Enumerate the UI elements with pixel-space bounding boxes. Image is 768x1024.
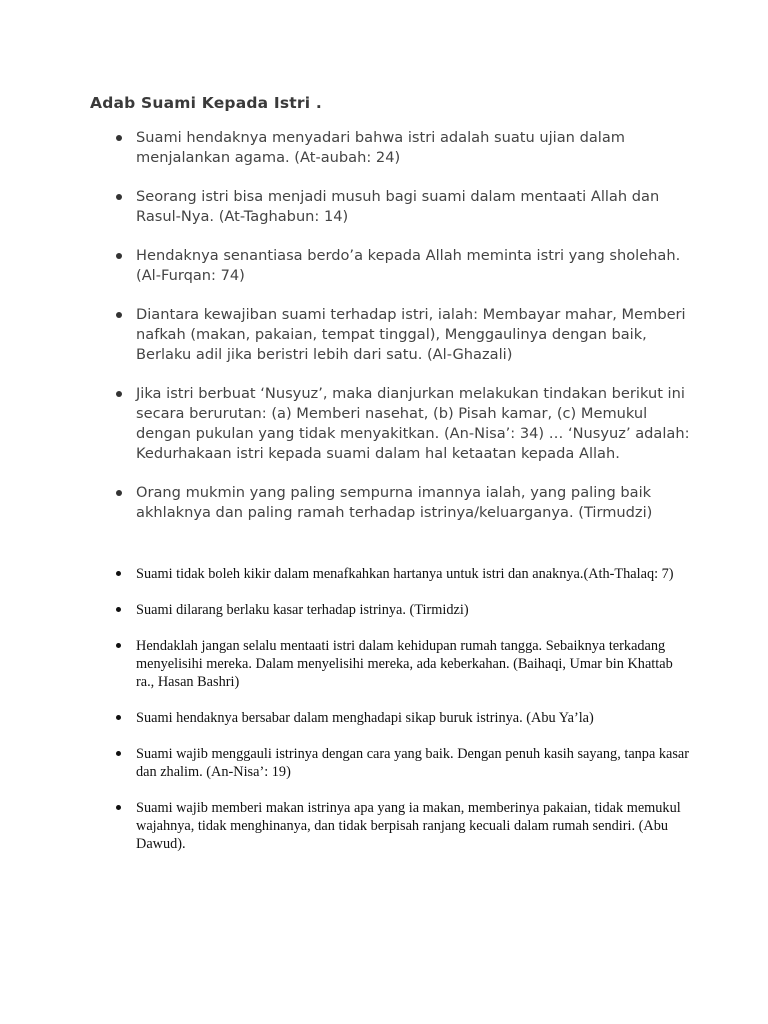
list-item [90, 187, 690, 227]
list-item-text: Suami dilarang berlaku kasar terhadap istrinya. (Tirmidzi) [136, 602, 469, 618]
list-item-text: Suami wajib menggauli istrinya dengan cara yang baik. Dengan penuh kasih sayang, tanpa kasar dan zhalim. (An-Nisa’: 19) [136, 746, 690, 780]
bullet-icon [116, 194, 122, 200]
bullet-icon [116, 253, 122, 259]
list-item-text: Suami hendaknya bersabar dalam menghadapi sikap buruk istrinya. (Abu Ya’la) [136, 710, 594, 726]
list-item-text: Jika istri berbuat ‘Nusyuz’, maka dianjurkan melakukan tindakan berikut ini secara berurutan: (a) Memberi nasehat, (b) Pisah kamar, (c) Memukul dengan pukulan yang tidak menyakitkan. (An-Nisa’: 34) … ‘Nusyuz’ adalah: Kedurhakaan istri kepada suami dalam hal ketaatan kepada Allah. [136, 385, 690, 462]
list-item [90, 128, 690, 168]
list-item [90, 709, 690, 727]
bullet-icon [116, 312, 122, 318]
list-item [90, 565, 690, 583]
bullet-icon [116, 135, 122, 141]
list-item-text: Diantara kewajiban suami terhadap istri, ialah: Membayar mahar, Memberi nafkah (makan, pakaian, tempat tinggal), Menggaulinya dengan baik, Berlaku adil jika beristri lebih dari satu. (Al-Ghazali) [136, 306, 686, 363]
bullet-icon [116, 751, 121, 756]
list-item-text: Orang mukmin yang paling sempurna imannya ialah, yang paling baik akhlaknya dan paling ramah terhadap istrinya/keluarganya. (Tirmudzi) [136, 484, 653, 521]
list-item [90, 384, 690, 464]
list-item [90, 745, 690, 781]
bullet-icon [116, 805, 121, 810]
list-item [90, 637, 690, 691]
list-item [90, 601, 690, 619]
list-item [90, 305, 690, 365]
list-item-text: Suami wajib memberi makan istrinya apa yang ia makan, memberinya pakaian, tidak memukul wajahnya, tidak menghinanya, dan tidak berpisah ranjang kecuali dalam rumah sendiri. (Abu Dawud). [136, 800, 681, 852]
bullet-icon [116, 571, 121, 576]
list-item-text: Seorang istri bisa menjadi musuh bagi suami dalam mentaati Allah dan Rasul-Nya. (At-Taghabun: 14) [136, 188, 660, 225]
list-item-text: Hendaknya senantiasa berdo’a kepada Allah meminta istri yang sholehah. (Al-Furqan: 74) [136, 247, 681, 284]
bullet-list-serif [90, 565, 690, 871]
list-item-text: Suami hendaknya menyadari bahwa istri adalah suatu ujian dalam menjalankan agama. (At-aubah: 24) [136, 129, 625, 166]
list-item [90, 799, 690, 853]
bullet-icon [116, 715, 121, 720]
list-item [90, 246, 690, 286]
bullet-icon [116, 391, 122, 397]
list-item-text: Hendaklah jangan selalu mentaati istri dalam kehidupan rumah tangga. Sebaiknya terkadang menyelisihi mereka. Dalam menyelisihi mereka, ada keberkahan. (Baihaqi, Umar bin Khattab ra., Hasan Bashri) [136, 638, 673, 690]
bullet-list-sans [90, 128, 690, 542]
page-title: Adab Suami Kepada Istri . [90, 94, 322, 112]
list-item [90, 483, 690, 523]
bullet-icon [116, 643, 121, 648]
bullet-icon [116, 490, 122, 496]
bullet-icon [116, 607, 121, 612]
list-item-text: Suami tidak boleh kikir dalam menafkahkan hartanya untuk istri dan anaknya.(Ath-Thalaq: 7) [136, 566, 674, 582]
